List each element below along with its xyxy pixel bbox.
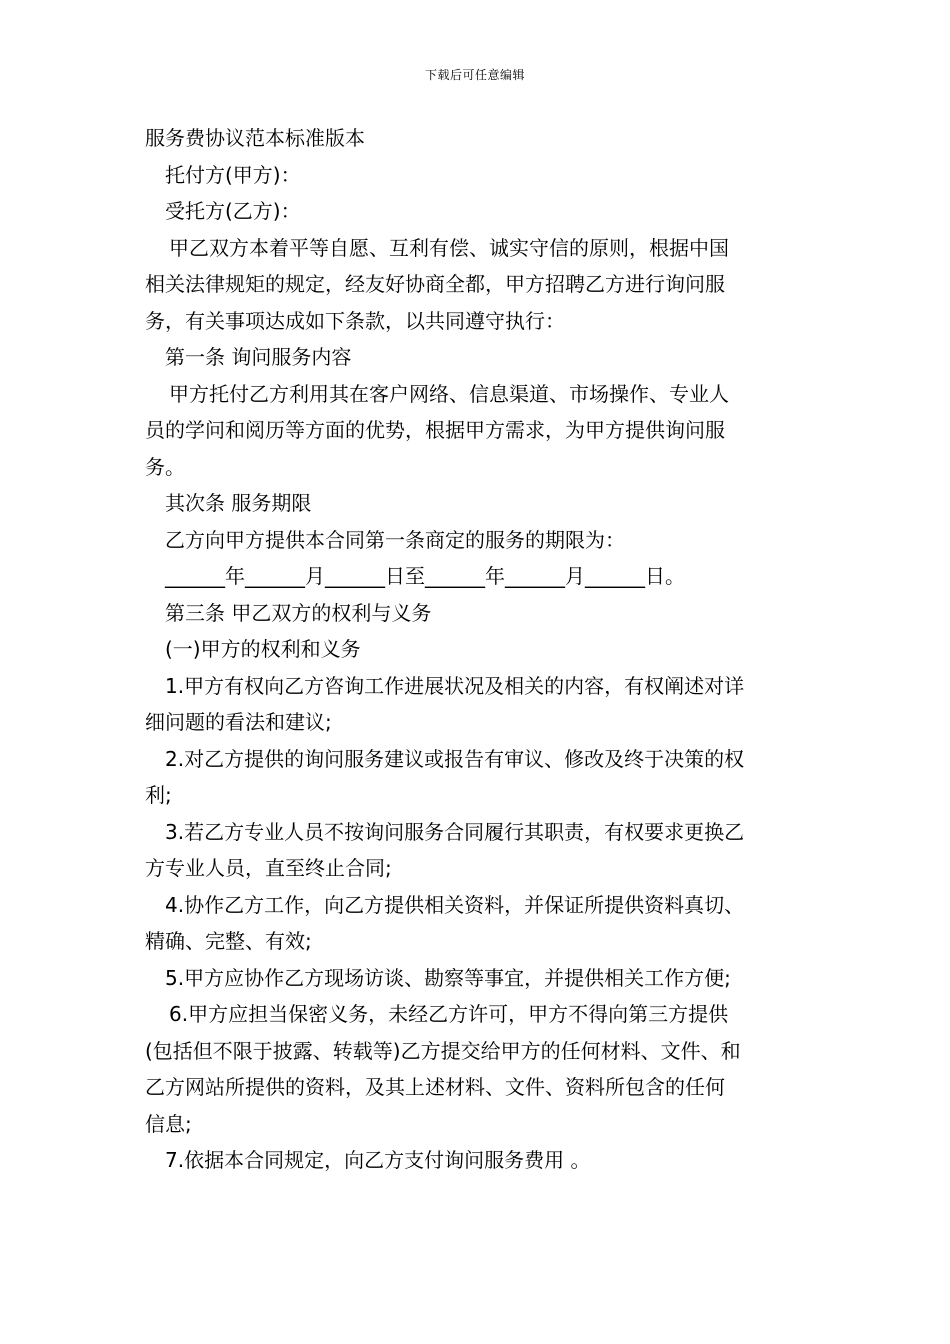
- document-line: 乙方向甲方提供本合同第一条商定的服务的期限为：: [165, 527, 625, 552]
- document-line: 其次条 服务期限: [165, 491, 312, 515]
- document-line: 托付方(甲方)：: [165, 162, 301, 187]
- document-line: 方专业人员，直至终止合同;: [145, 856, 392, 880]
- document-line: ______年______月______日至______年______月______日。: [165, 564, 685, 588]
- document-line: 5.甲方应协作乙方现场访谈、勘察等事宜，并提供相关工作方便;: [165, 965, 731, 990]
- document-line: 甲乙双方本着平等自愿、互利有偿、诚实守信的原则，根据中国: [169, 235, 729, 260]
- document-line: 乙方网站所提供的资料，及其上述材料、文件、资料所包含的任何: [145, 1075, 725, 1099]
- document-line: 细问题的看法和建议;: [145, 710, 332, 734]
- document-line: 务。: [145, 454, 185, 479]
- page-header-note: 下载后可任意编辑: [424, 68, 525, 82]
- document-body: [145, 120, 810, 1179]
- document-line: 1.甲方有权向乙方咨询工作进展状况及相关的内容，有权阐述对详: [165, 673, 745, 698]
- document-line: 4.协作乙方工作，向乙方提供相关资料，并保证所提供资料真切、: [165, 892, 745, 917]
- document-line: 信息;: [145, 1111, 192, 1136]
- document-line: (一)甲方的权利和义务: [165, 637, 361, 661]
- document-line: 受托方(乙方)：: [165, 199, 301, 223]
- document-line: 3.若乙方专业人员不按询问服务合同履行其职责，有权要求更换乙: [165, 819, 745, 844]
- document-line: 相关法律规矩的规定，经友好协商全都，甲方招聘乙方进行询问服: [145, 272, 725, 296]
- document-line: 7.依据本合同规定，向乙方支付询问服务费用 。: [165, 1148, 591, 1172]
- document-title: 服务费协议范本标准版本: [145, 126, 365, 150]
- document-line: 利;: [145, 783, 172, 807]
- document-line: 第一条 询问服务内容: [165, 345, 352, 369]
- document-line: 第三条 甲乙双方的权利与义务: [165, 600, 432, 625]
- document-line: (包括但不限于披露、转载等)乙方提交给甲方的任何材料、文件、和: [145, 1038, 741, 1063]
- document-line: 6.甲方应担当保密义务，未经乙方许可，甲方不得向第三方提供: [169, 1002, 729, 1026]
- document-line: 精确、完整、有效;: [145, 929, 312, 953]
- document-line: 2.对乙方提供的询问服务建议或报告有审议、修改及终于决策的权: [165, 746, 745, 771]
- document-line: 甲方托付乙方利用其在客户网络、信息渠道、市场操作、专业人: [169, 381, 729, 406]
- document-line: 员的学问和阅历等方面的优势，根据甲方需求，为甲方提供询问服: [145, 418, 725, 442]
- document-line: 务，有关事项达成如下条款，以共同遵守执行：: [145, 308, 565, 333]
